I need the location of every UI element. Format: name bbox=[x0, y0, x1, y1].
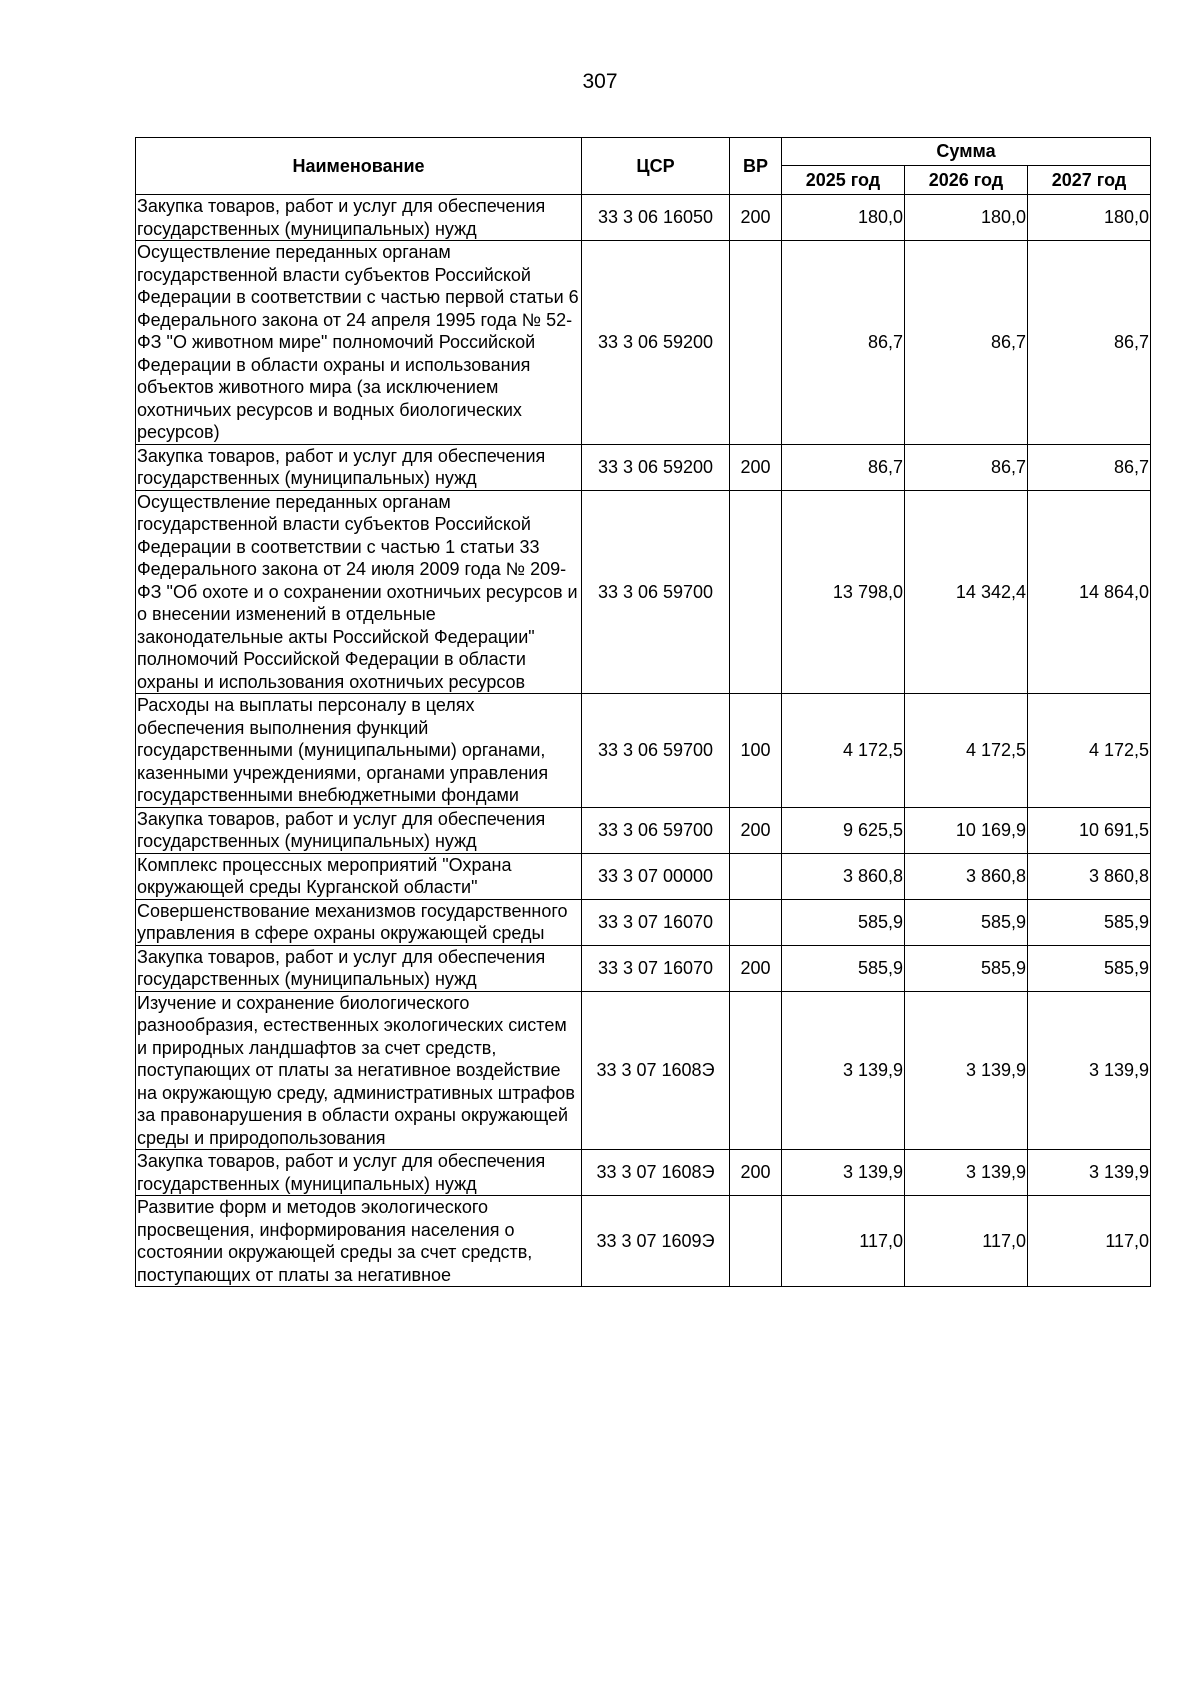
row-name: Закупка товаров, работ и услуг для обеспечения государственных (муниципальных) нужд bbox=[136, 195, 582, 241]
row-vr bbox=[730, 241, 782, 445]
header-csr: ЦСР bbox=[582, 138, 730, 195]
row-sum-2027: 585,9 bbox=[1028, 945, 1151, 991]
table-row bbox=[136, 1150, 1151, 1196]
row-name: Закупка товаров, работ и услуг для обеспечения государственных (муниципальных) нужд bbox=[136, 444, 582, 490]
header-vr: ВР bbox=[730, 138, 782, 195]
table-row bbox=[136, 694, 1151, 808]
row-sum-2026: 585,9 bbox=[905, 899, 1028, 945]
row-sum-2026: 14 342,4 bbox=[905, 490, 1028, 694]
table-row bbox=[136, 444, 1151, 490]
table-row bbox=[136, 241, 1151, 445]
row-sum-2026: 86,7 bbox=[905, 444, 1028, 490]
row-vr: 200 bbox=[730, 945, 782, 991]
row-sum-2025: 13 798,0 bbox=[782, 490, 905, 694]
row-sum-2025: 585,9 bbox=[782, 945, 905, 991]
row-sum-2027: 3 139,9 bbox=[1028, 991, 1151, 1150]
row-sum-2027: 180,0 bbox=[1028, 195, 1151, 241]
row-sum-2026: 180,0 bbox=[905, 195, 1028, 241]
row-csr: 33 3 06 16050 bbox=[582, 195, 730, 241]
row-sum-2025: 86,7 bbox=[782, 241, 905, 445]
row-sum-2025: 3 860,8 bbox=[782, 853, 905, 899]
row-csr: 33 3 07 1609Э bbox=[582, 1196, 730, 1287]
row-sum-2026: 4 172,5 bbox=[905, 694, 1028, 808]
row-csr: 33 3 06 59700 bbox=[582, 490, 730, 694]
row-sum-2027: 10 691,5 bbox=[1028, 807, 1151, 853]
row-sum-2027: 86,7 bbox=[1028, 241, 1151, 445]
table-row bbox=[136, 490, 1151, 694]
table-row bbox=[136, 991, 1151, 1150]
row-name: Осуществление переданных органам государственной власти субъектов Российской Федерации в соответствии с частью первой статьи 6 Федерального закона от 24 апреля 1995 года № 52-ФЗ "О животном мире" полномочий Российской Федерации в области охраны и использования объектов животного мира (за исключением охотничьих ресурсов и водных биологических ресурсов) bbox=[136, 241, 582, 445]
row-csr: 33 3 06 59700 bbox=[582, 807, 730, 853]
row-sum-2025: 4 172,5 bbox=[782, 694, 905, 808]
row-csr: 33 3 07 16070 bbox=[582, 945, 730, 991]
row-sum-2027: 86,7 bbox=[1028, 444, 1151, 490]
row-sum-2025: 9 625,5 bbox=[782, 807, 905, 853]
row-name: Совершенствование механизмов государственного управления в сфере охраны окружающей среды bbox=[136, 899, 582, 945]
row-name: Закупка товаров, работ и услуг для обеспечения государственных (муниципальных) нужд bbox=[136, 945, 582, 991]
row-name: Изучение и сохранение биологического разнообразия, естественных экологических систем и природных ландшафтов за счет средств, поступающих от платы за негативное воздействие на окружающую среду, административных штрафов за правонарушения в области охраны окружающей среды и природопользования bbox=[136, 991, 582, 1150]
row-sum-2026: 3 139,9 bbox=[905, 1150, 1028, 1196]
row-vr: 200 bbox=[730, 1150, 782, 1196]
row-sum-2025: 3 139,9 bbox=[782, 1150, 905, 1196]
row-csr: 33 3 07 1608Э bbox=[582, 991, 730, 1150]
row-sum-2027: 4 172,5 bbox=[1028, 694, 1151, 808]
header-year-2027: 2027 год bbox=[1028, 166, 1151, 195]
row-sum-2027: 117,0 bbox=[1028, 1196, 1151, 1287]
header-year-2026: 2026 год bbox=[905, 166, 1028, 195]
row-sum-2025: 180,0 bbox=[782, 195, 905, 241]
row-name: Комплекс процессных мероприятий "Охрана окружающей среды Курганской области" bbox=[136, 853, 582, 899]
row-vr bbox=[730, 899, 782, 945]
row-sum-2027: 14 864,0 bbox=[1028, 490, 1151, 694]
row-vr bbox=[730, 991, 782, 1150]
table-row bbox=[136, 899, 1151, 945]
table-row bbox=[136, 853, 1151, 899]
row-csr: 33 3 07 16070 bbox=[582, 899, 730, 945]
row-sum-2027: 585,9 bbox=[1028, 899, 1151, 945]
row-name: Закупка товаров, работ и услуг для обеспечения государственных (муниципальных) нужд bbox=[136, 807, 582, 853]
page-number: 307 bbox=[582, 70, 618, 93]
row-name: Расходы на выплаты персоналу в целях обеспечения выполнения функций государственными (муниципальными) органами, казенными учреждениями, органами управления государственными внебюджетными фондами bbox=[136, 694, 582, 808]
row-name: Осуществление переданных органам государственной власти субъектов Российской Федерации в соответствии с частью 1 статьи 33 Федерального закона от 24 июля 2009 года № 209-ФЗ "Об охоте и о сохранении охотничьих ресурсов и о внесении изменений в отдельные законодательные акты Российской Федерации" полномочий Российской Федерации в области охраны и использования охотничьих ресурсов bbox=[136, 490, 582, 694]
row-vr: 100 bbox=[730, 694, 782, 808]
row-sum-2026: 10 169,9 bbox=[905, 807, 1028, 853]
header-year-2025: 2025 год bbox=[782, 166, 905, 195]
table-row bbox=[136, 1196, 1151, 1287]
budget-table bbox=[135, 137, 1151, 1287]
row-csr: 33 3 07 00000 bbox=[582, 853, 730, 899]
header-sum: Сумма bbox=[782, 138, 1151, 166]
row-sum-2025: 585,9 bbox=[782, 899, 905, 945]
header-name: Наименование bbox=[136, 138, 582, 195]
row-name: Закупка товаров, работ и услуг для обеспечения государственных (муниципальных) нужд bbox=[136, 1150, 582, 1196]
row-vr bbox=[730, 1196, 782, 1287]
row-sum-2027: 3 860,8 bbox=[1028, 853, 1151, 899]
row-sum-2026: 3 139,9 bbox=[905, 991, 1028, 1150]
row-name: Развитие форм и методов экологического просвещения, информирования населения о состоянии окружающей среды за счет средств, поступающих от платы за негативное bbox=[136, 1196, 582, 1287]
row-sum-2025: 117,0 bbox=[782, 1196, 905, 1287]
row-vr bbox=[730, 490, 782, 694]
row-vr: 200 bbox=[730, 195, 782, 241]
row-csr: 33 3 06 59200 bbox=[582, 444, 730, 490]
row-csr: 33 3 06 59200 bbox=[582, 241, 730, 445]
row-sum-2026: 3 860,8 bbox=[905, 853, 1028, 899]
row-vr: 200 bbox=[730, 444, 782, 490]
row-sum-2025: 86,7 bbox=[782, 444, 905, 490]
table-row bbox=[136, 945, 1151, 991]
row-vr bbox=[730, 853, 782, 899]
row-csr: 33 3 07 1608Э bbox=[582, 1150, 730, 1196]
table-row bbox=[136, 195, 1151, 241]
row-sum-2025: 3 139,9 bbox=[782, 991, 905, 1150]
row-sum-2026: 117,0 bbox=[905, 1196, 1028, 1287]
row-sum-2026: 86,7 bbox=[905, 241, 1028, 445]
row-sum-2027: 3 139,9 bbox=[1028, 1150, 1151, 1196]
row-sum-2026: 585,9 bbox=[905, 945, 1028, 991]
table-row bbox=[136, 807, 1151, 853]
row-vr: 200 bbox=[730, 807, 782, 853]
row-csr: 33 3 06 59700 bbox=[582, 694, 730, 808]
